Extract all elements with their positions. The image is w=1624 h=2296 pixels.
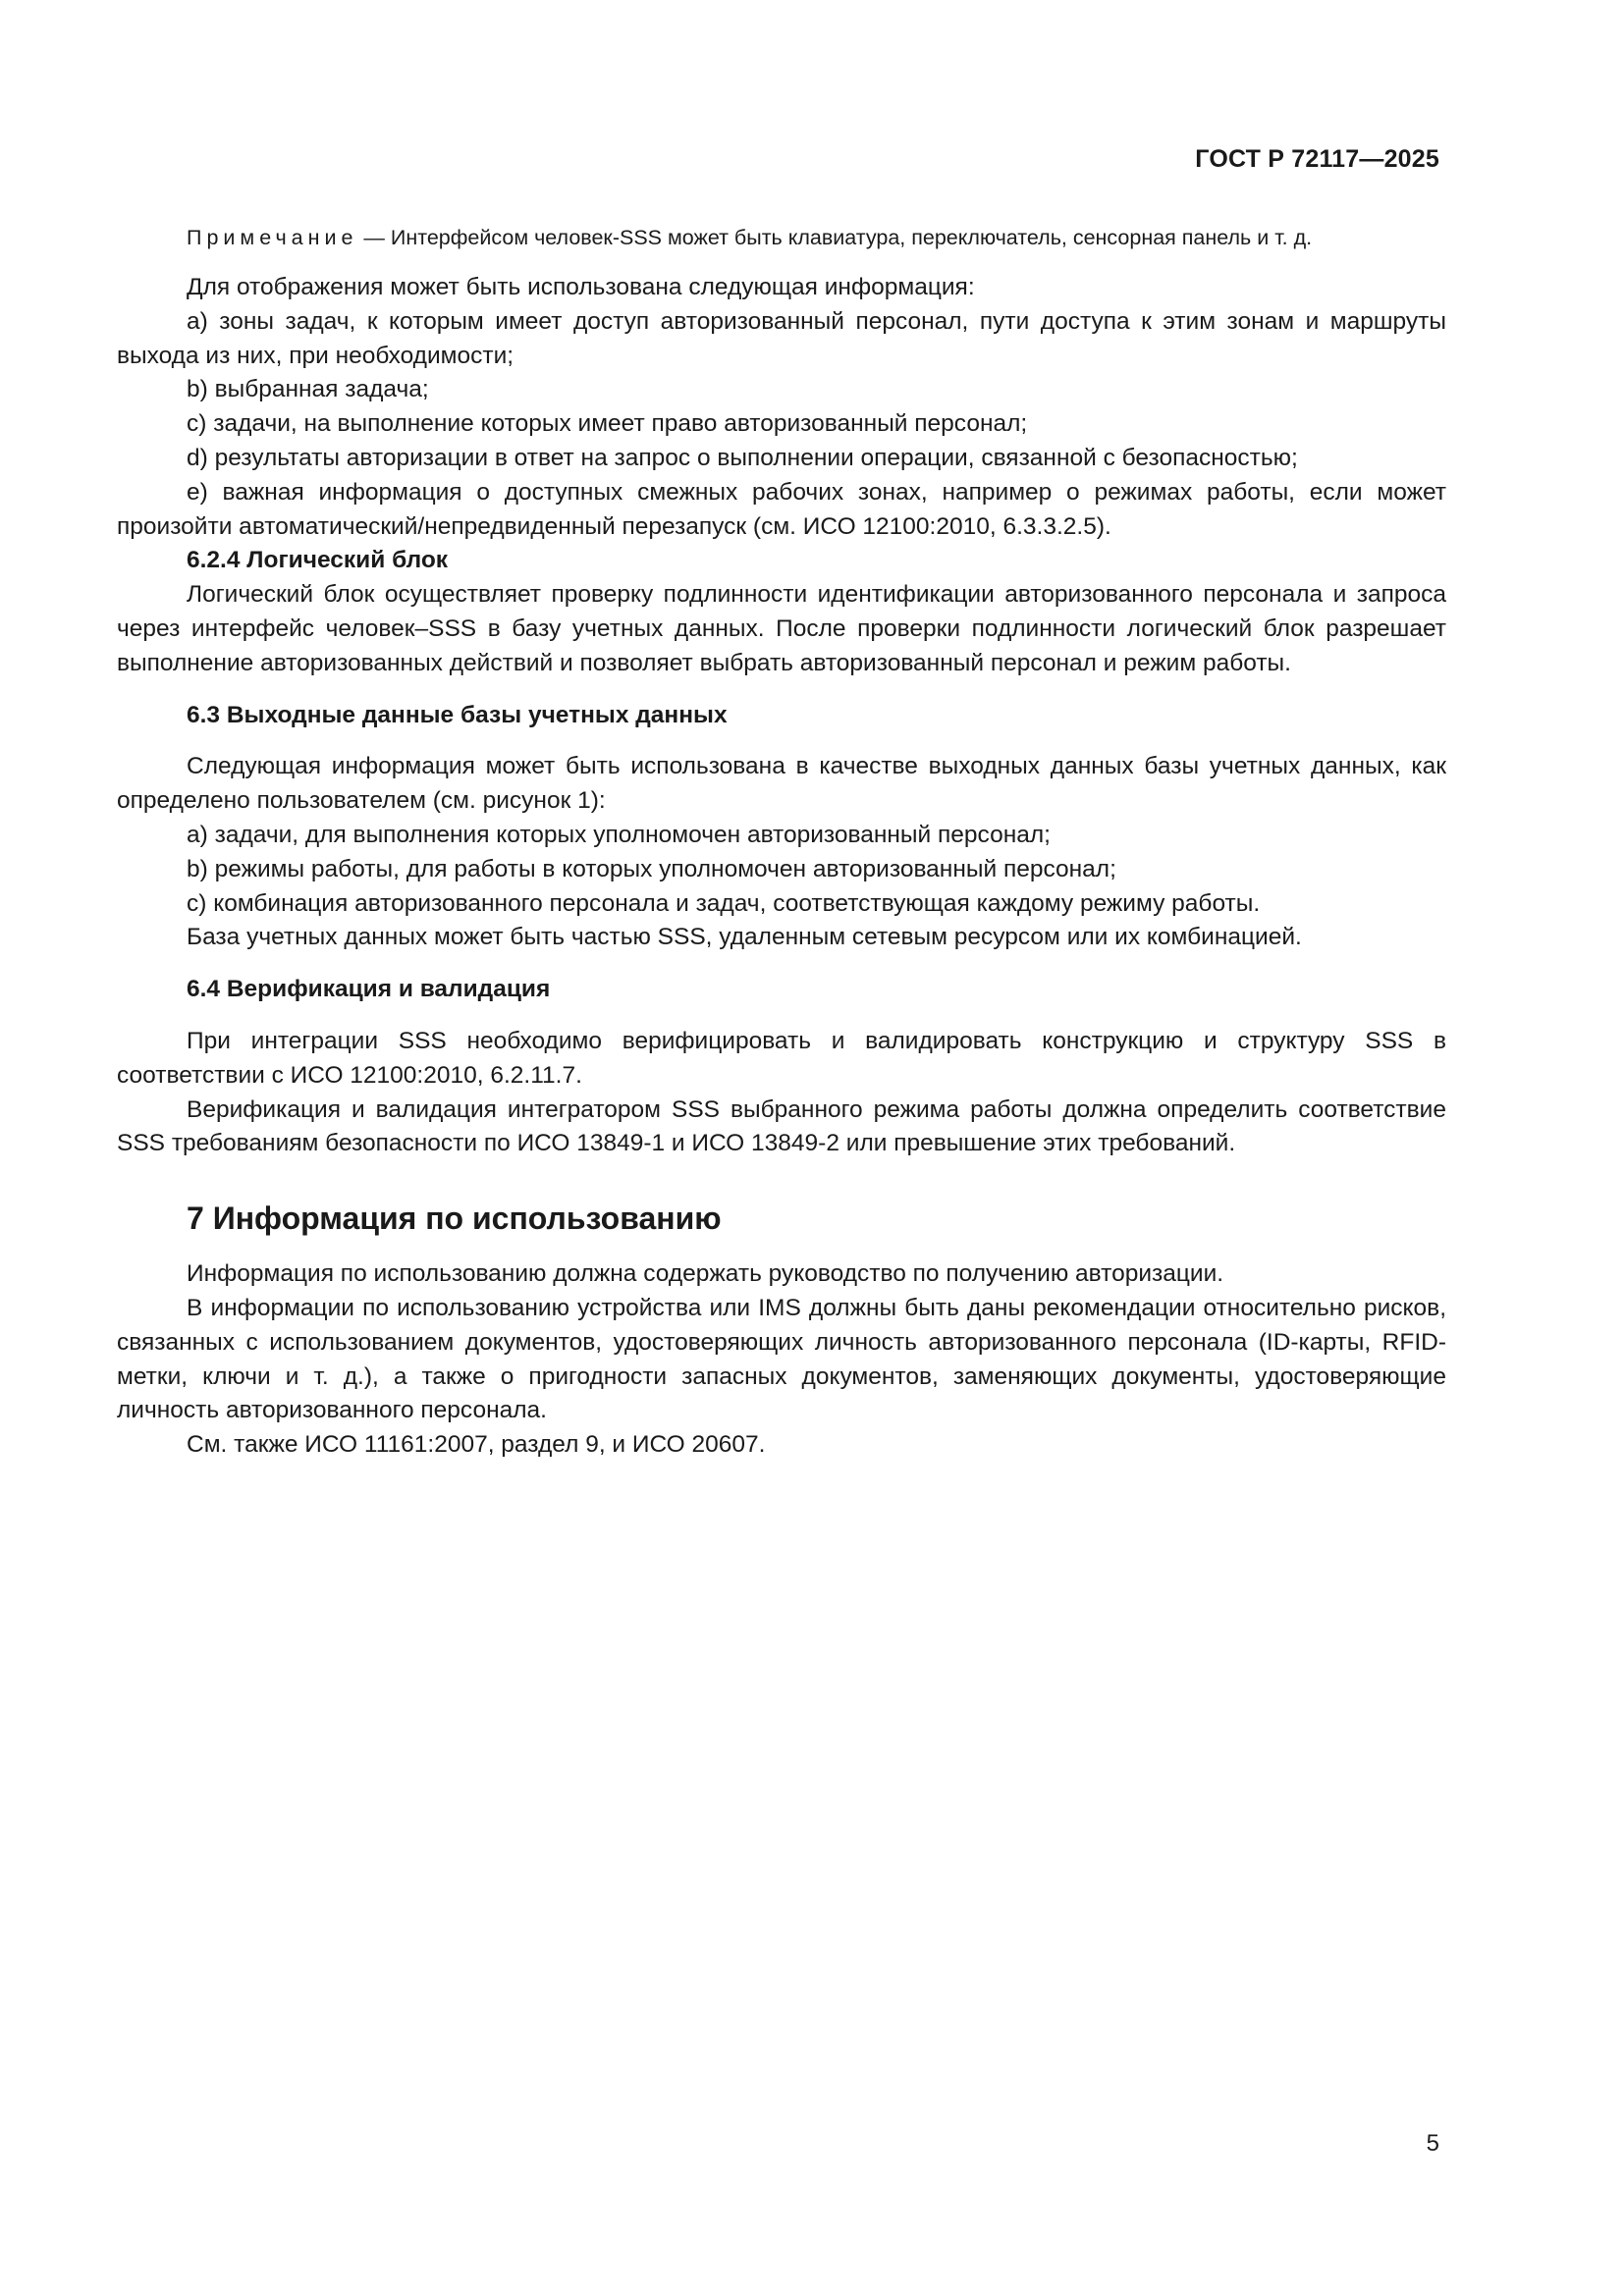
display-info-intro: Для отображения может быть использована следующая информация: <box>187 274 975 300</box>
paragraph-7-3: См. также ИСО 11161:2007, раздел 9, и ИСО 20607. <box>187 1431 766 1459</box>
document-id: ГОСТ Р 72117—2025 <box>1195 145 1439 173</box>
paragraph-7-1: Информация по использованию должна содержать руководство по получению авторизации. <box>187 1260 1224 1288</box>
note <box>117 223 1446 253</box>
paragraph-7-2: В информации по использованию устройства или IMS должны быть даны рекомендации относительно рисков, связанных с использованием документов, удостоверяющих личность авторизованного персонала (ID-карты, RFID-метки, ключи и т. д.), а также о пригодности запасных документов, заменяющих документы, удостоверяющие личность авторизованного персонала. <box>117 1294 1446 1424</box>
note-text: — Интерфейсом человек-SSS может быть клавиатура, переключатель, сенсорная панель и т. д. <box>357 226 1313 249</box>
list-item: b) выбранная задача; <box>187 376 429 403</box>
heading-6-3: 6.3 Выходные данные базы учетных данных <box>187 701 728 728</box>
note-label: Примечание <box>187 226 358 249</box>
page-number: 5 <box>1426 2130 1439 2157</box>
list-item: c) комбинация авторизованного персонала и задач, соответствующая каждому режиму работы. <box>187 889 1261 917</box>
paragraph-6-2-4: Логический блок осуществляет проверку подлинности идентификации авторизованного персонала и запроса через интерфейс человек–SSS в базу учетных данных. После проверки подлинности логический блок разрешает выполнение авторизованных действий и позволяет выбрать авторизованный персонал и режим работы. <box>117 581 1446 676</box>
page-body <box>117 223 1446 1463</box>
list-item: e) важная информация о доступных смежных рабочих зонах, например о режимах работы, если может произойти автоматический/непредвиденный перезапуск (см. ИСО 12100:2010, 6.3.3.2.5). <box>117 478 1446 540</box>
list-item: d) результаты авторизации в ответ на запрос о выполнении операции, связанной с безопасностью; <box>187 444 1298 471</box>
heading-6-2-4: 6.2.4 Логический блок <box>187 547 449 574</box>
paragraph-6-3-outro: База учетных данных может быть частью SSS, удаленным сетевым ресурсом или их комбинацией. <box>187 924 1302 951</box>
list-item: a) зоны задач, к которым имеет доступ авторизованный персонал, пути доступа к этим зонам и маршруты выхода из них, при необходимости; <box>117 307 1446 369</box>
paragraph-6-3-intro: Следующая информация может быть использована в качестве выходных данных базы учетных данных, как определено пользователем (см. рисунок 1): <box>117 753 1446 815</box>
paragraph-6-4-2: Верификация и валидация интегратором SSS выбранного режима работы должна определить соответствие SSS требованиям безопасности по ИСО 13849-1 и ИСО 13849-2 или превышение этих требований. <box>117 1095 1446 1157</box>
list-item: c) задачи, на выполнение которых имеет право авторизованный персонал; <box>187 410 1028 438</box>
heading-7: 7 Информация по использованию <box>187 1201 722 1237</box>
paragraph-6-4-1: При интеграции SSS необходимо верифицировать и валидировать конструкцию и структуру SSS в соответствии с ИСО 12100:2010, 6.2.11.7. <box>117 1027 1446 1089</box>
list-item: a) задачи, для выполнения которых уполномочен авторизованный персонал; <box>187 821 1051 848</box>
list-item: b) режимы работы, для работы в которых уполномочен авторизованный персонал; <box>187 855 1116 882</box>
heading-6-4: 6.4 Верификация и валидация <box>187 976 551 1003</box>
